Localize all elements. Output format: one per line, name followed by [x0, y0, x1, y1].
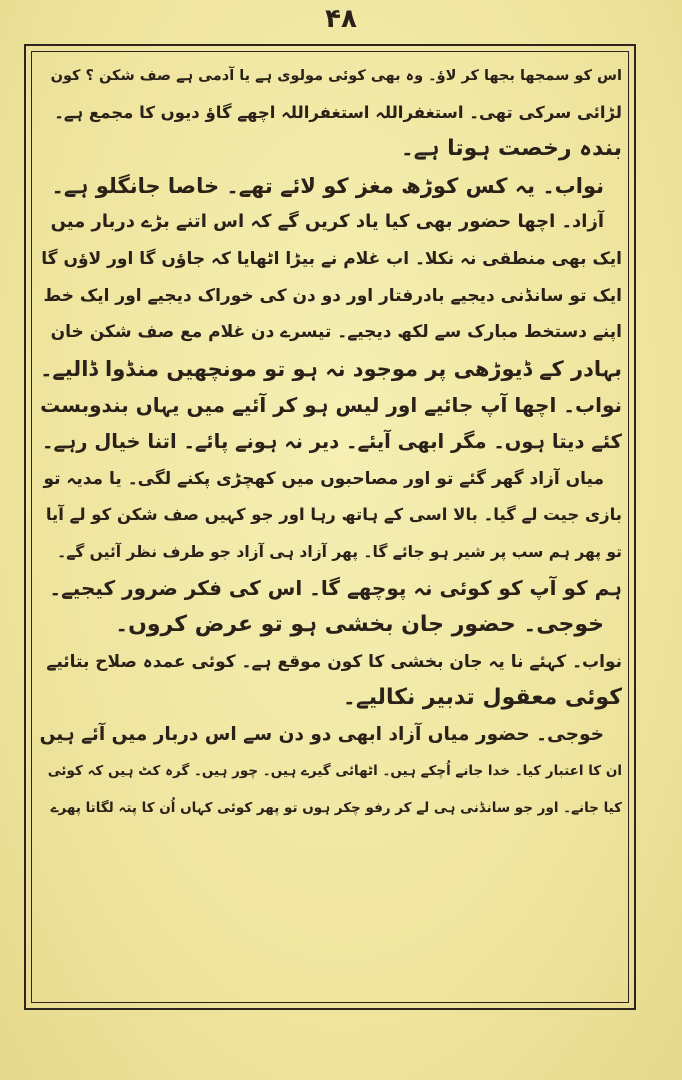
text-line: ہم کو آپ کو کوئی نہ پوچھے گا۔ اس کی فکر ضرور کیجیے۔ [49, 576, 622, 601]
text-line: بندہ رخصت ہوتا ہے۔ [400, 136, 622, 162]
text-line: بازی جیت لے گیا۔ بالا اسی کے ہاتھ رہا اور جو کہیں صف شکن کو لے آیا [45, 505, 622, 525]
text-line: اپنے دستخط مبارک سے لکھ دیجیے۔ تیسرے دن غلام مع صف شکن خان [50, 322, 622, 343]
text-line: نواب۔ اچھا آپ جائیے اور لیس ہو کر آئیے میں یہاں بندوبست [40, 393, 622, 418]
text-line: ایک تو سانڈنی دیجیے بادرفتار اور دو دن کی خوراک دیجیے اور ایک خط [43, 285, 622, 306]
text-line: تو پھر ہم سب پر شیر ہو جائے گا۔ پھر آزاد ہی آزاد جو طرف نظر آئیں گے۔ [57, 542, 622, 561]
text-line: نواب۔ کہئے نا یہ جان بخشی کا کون موقع ہے۔ کوئی عمدہ صلاح بتائیے [46, 651, 622, 672]
text-line: لڑائی سرکی تھی۔ استغفراللہ استغفراللہ اچھے گاؤ دیوں کا مجمع ہے۔ [54, 102, 622, 122]
text-line: کیا جانے۔ اور جو سانڈنی ہی لے کر رفو چکر ہوں تو پھر کوئی کہاں اُن کا پتہ لگاتا پھرے [50, 799, 622, 816]
text-line: نواب۔ یہ کس کوڑھ مغز کو لائے تھے۔ خاصا جانگلو ہے۔ [51, 173, 604, 198]
text-line: کوئی معقول تدبیر نکالیے۔ [342, 685, 622, 711]
text-line: کئے دیتا ہوں۔ مگر ابھی آیئے۔ دیر نہ ہونے پائے۔ اتنا خیال رہے۔ [42, 429, 622, 453]
text-line: بہادر کے ڈیوڑھی پر موجود نہ ہو تو مونچھیں منڈوا ڈالیے۔ [40, 356, 622, 381]
text-line: میاں آزاد گھر گئے تو اور مصاحبوں میں کھچڑی پکنے لگی۔ یا مدیہ تو [43, 468, 604, 489]
text-line: خوجی۔ حضور جان بخشی ہو تو عرض کروں۔ [115, 611, 604, 637]
text-line: خوجی۔ حضور میاں آزاد ابھی دو دن سے اس دربار میں آئے ہیں [40, 723, 604, 745]
text-line: آزاد۔ اچھا حضور بھی کیا یاد کریں گے کہ اس اتنے بڑے دربار میں [50, 211, 604, 233]
urdu-text-body [40, 58, 622, 998]
text-line: ایک بھی منطقی نہ نکلا۔ اب غلام نے بیڑا اٹھایا کہ جاؤں گا اور لاؤں گا [41, 248, 622, 269]
page-number: ۴۸ [325, 4, 357, 34]
text-line: ان کا اعتبار کیا۔ خدا جانے اُچکے ہیں۔ اٹھائی گیرے ہیں۔ چور ہیں۔ گرہ کٹ ہیں کہ کوئی [47, 763, 622, 780]
text-line: اس کو سمجھا بجھا کر لاؤ۔ وہ بھی کوئی مولوی ہے یا آدمی ہے صف شکن ؟ کون [50, 68, 622, 84]
